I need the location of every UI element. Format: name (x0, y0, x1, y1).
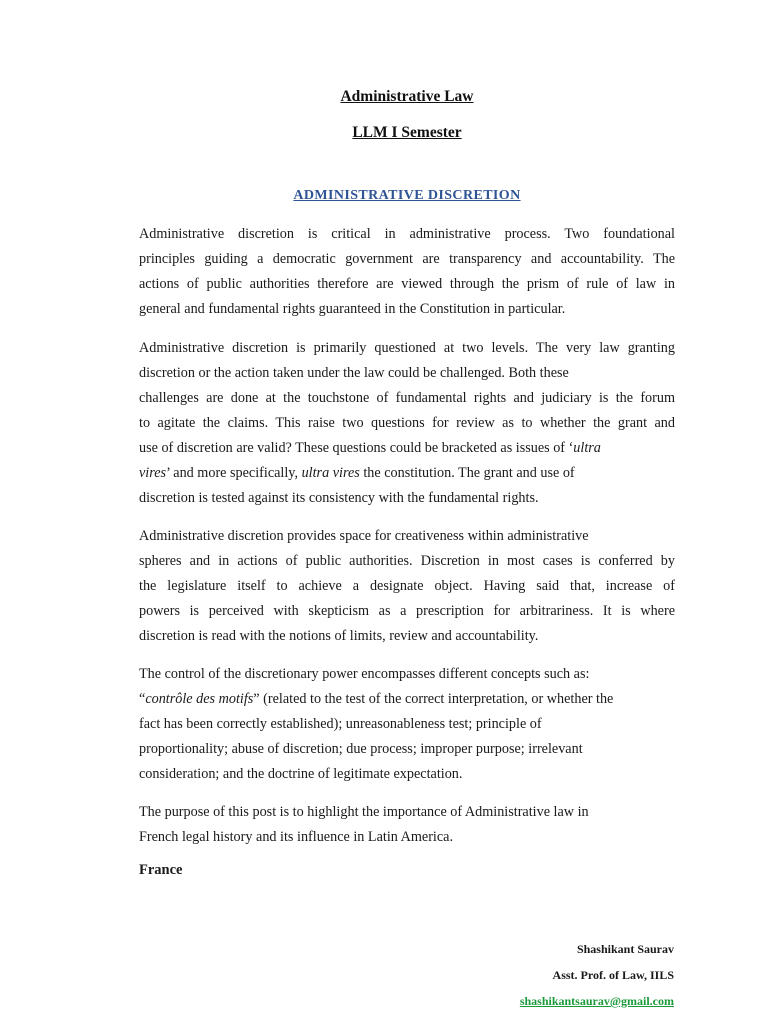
paragraph-line-mixed (139, 687, 675, 712)
paragraph-line: The purpose of this post is to highlight the importance of Administrative law in (139, 804, 589, 820)
text-run: “ (139, 691, 146, 707)
italic-term: ultra vires (301, 465, 360, 481)
paragraph-line: powers is perceived with skepticism as a prescription for arbitrariness. It is where (139, 603, 675, 619)
paragraph-line: spheres and in actions of public authorities. Discretion in most cases is conferred by (139, 553, 675, 569)
italic-term: contrôle des motifs (145, 691, 254, 707)
text-run: the constitution. The grant and use of (359, 465, 575, 481)
text-run: ’ and more specifically, (166, 465, 302, 481)
paragraph-line: consideration; and the doctrine of legitimate expectation. (139, 766, 463, 782)
italic-term: ultra (573, 440, 601, 456)
paragraph-line: discretion is read with the notions of limits, review and accountability. (139, 628, 539, 644)
paragraph-line: challenges are done at the touchstone of fundamental rights and judiciary is the forum (139, 390, 675, 406)
paragraph-line: Administrative discretion provides space for creativeness within administrative (139, 528, 589, 544)
author-email-link[interactable]: shashikantsaurav@gmail.com (519, 994, 674, 1008)
document-subtitle: LLM I Semester (352, 124, 462, 141)
paragraph-line: French legal history and its influence in Latin America. (139, 829, 454, 845)
paragraph-line: The control of the discretionary power encompasses different concepts such as: (139, 666, 590, 682)
paragraph-line: fact has been correctly established); unreasonableness test; principle of (139, 716, 542, 732)
paragraph-5 (139, 800, 675, 850)
paragraph-line: general and fundamental rights guaranteed in the Constitution in particular. (139, 301, 566, 317)
paragraph-line: actions of public authorities therefore are viewed through the prism of rule of law in (139, 276, 675, 292)
paragraph-line: discretion or the action taken under the law could be challenged. Both these (139, 365, 569, 381)
paragraph-line: the legislature itself to achieve a designate object. Having said that, increase of (139, 578, 675, 594)
paragraph-line: Administrative discretion is critical in administrative process. Two foundational (139, 226, 675, 242)
paragraph-3 (139, 524, 675, 649)
text-run: use of discretion are valid? These questions could be bracketed as issues of ‘ (139, 440, 574, 456)
author-title: Asst. Prof. of Law, IILS (552, 968, 674, 982)
italic-term: vires (139, 465, 167, 481)
paragraph-line-mixed (139, 436, 675, 461)
section-heading: ADMINISTRATIVE DISCRETION (293, 188, 521, 203)
paragraph-line: discretion is tested against its consistency with the fundamental rights. (139, 490, 539, 506)
paragraph-line: principles guiding a democratic government are transparency and accountability. The (139, 251, 675, 267)
document-title: Administrative Law (340, 88, 474, 105)
sub-heading-france: France (139, 862, 183, 878)
paragraph-2 (139, 336, 675, 511)
paragraph-1 (139, 222, 675, 322)
paragraph-4 (139, 662, 675, 787)
text-run: ” (related to the test of the correct interpretation, or whether the (253, 691, 614, 707)
paragraph-line-mixed (139, 461, 675, 486)
paragraph-line: proportionality; abuse of discretion; due process; improper purpose; irrelevant (139, 741, 583, 757)
paragraph-line: to agitate the claims. This raise two questions for review as to whether the grant and (139, 415, 675, 431)
paragraph-line: Administrative discretion is primarily questioned at two levels. The very law granting (139, 340, 675, 356)
author-name: Shashikant Saurav (576, 942, 674, 956)
